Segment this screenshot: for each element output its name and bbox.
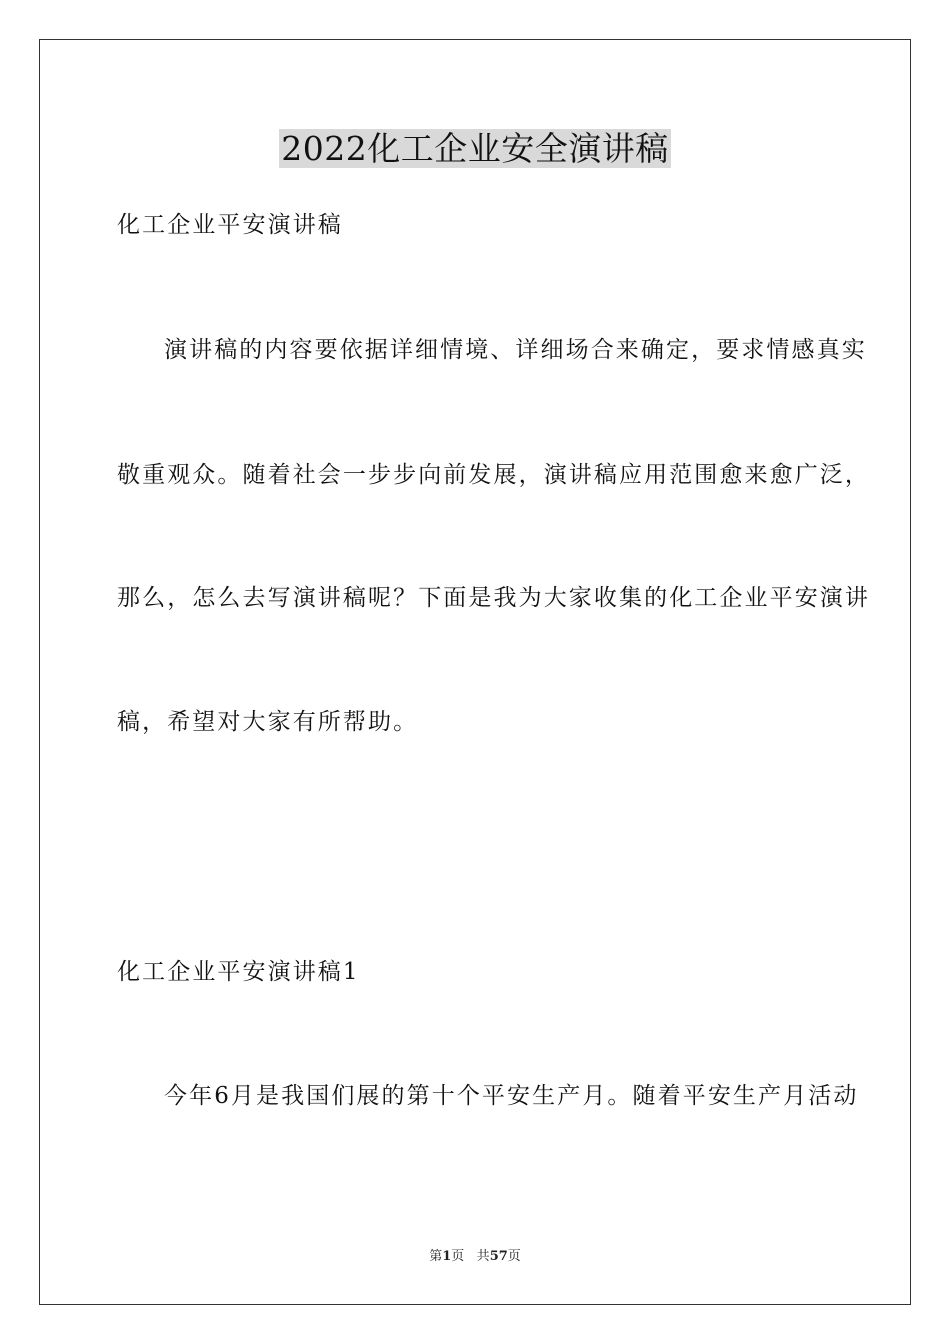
paragraph-line: 那么，怎么去写演讲稿呢？下面是我为大家收集的化工企业平安演讲: [117, 585, 870, 611]
footer-page-suffix: 页: [451, 1249, 465, 1264]
document-title: [0, 128, 950, 170]
footer-total-prefix: 共: [476, 1249, 490, 1264]
footer-total-suffix: 页: [507, 1249, 521, 1264]
paragraph-line: 敬重观众。随着社会一步步向前发展，演讲稿应用范围愈来愈广泛，: [117, 462, 870, 488]
footer-page-number: 1: [442, 1249, 452, 1264]
paragraph-line: 演讲稿的内容要依据详细情境、详细场合来确定，要求情感真实: [164, 337, 867, 363]
paragraph-line: 稿，希望对大家有所帮助。: [117, 709, 419, 735]
paragraph-line: 今年6月是我国们展的第十个平安生产月。随着平安生产月活动: [164, 1083, 859, 1109]
document-title-text: 2022化工企业安全演讲稿: [281, 129, 669, 168]
subtitle: 化工企业平安演讲稿: [117, 212, 343, 238]
page-footer: [0, 1248, 950, 1266]
footer-total-pages: 57: [489, 1249, 508, 1264]
footer-page-prefix: 第: [429, 1249, 443, 1264]
section-heading: 化工企业平安演讲稿1: [117, 959, 360, 985]
